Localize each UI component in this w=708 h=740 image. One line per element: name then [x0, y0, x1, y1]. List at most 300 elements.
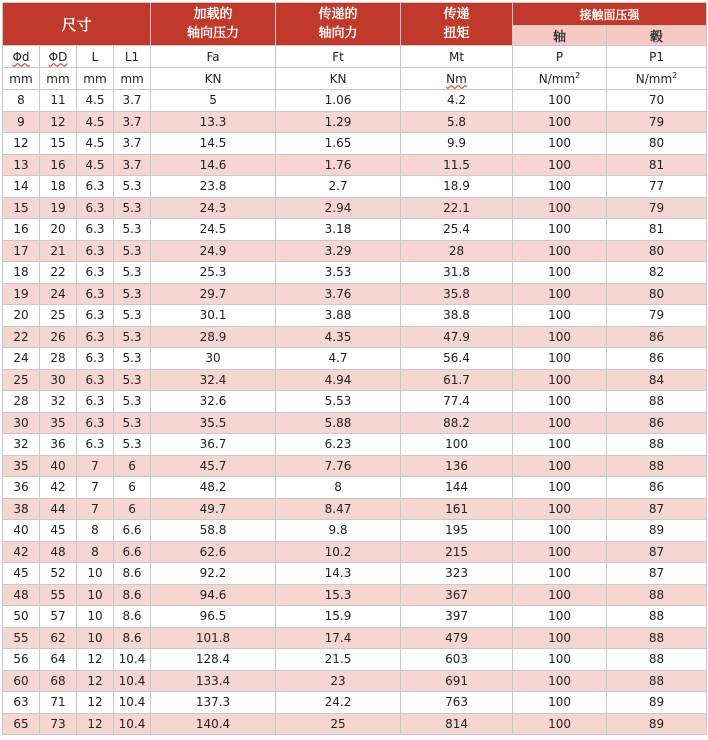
- table-row: [3, 584, 707, 606]
- cell-D: 48: [40, 541, 77, 563]
- cell-L: 8: [77, 520, 114, 542]
- cell-Fa: 28.9: [151, 326, 276, 348]
- table-row: [3, 154, 707, 176]
- cell-P: 100: [513, 283, 607, 305]
- cell-L1: 10.4: [114, 670, 151, 692]
- cell-Ft: 7.76: [276, 455, 401, 477]
- cell-Ft: 23: [276, 670, 401, 692]
- cell-Ft: 4.7: [276, 348, 401, 370]
- cell-d: 56: [3, 649, 40, 671]
- cell-P1: 79: [607, 197, 707, 219]
- cell-Fa: 23.8: [151, 176, 276, 198]
- cell-P1: 89: [607, 692, 707, 714]
- cell-L1: 3.7: [114, 154, 151, 176]
- cell-P1: 88: [607, 434, 707, 456]
- cell-Ft: 3.76: [276, 283, 401, 305]
- cell-P: 100: [513, 498, 607, 520]
- cell-P1: 88: [607, 627, 707, 649]
- cell-P: 100: [513, 133, 607, 155]
- cell-P: 100: [513, 434, 607, 456]
- cell-Fa: 137.3: [151, 692, 276, 714]
- cell-L1: 6.6: [114, 520, 151, 542]
- cell-Fa: 35.5: [151, 412, 276, 434]
- cell-Ft: 15.9: [276, 606, 401, 628]
- cell-L1: 5.3: [114, 434, 151, 456]
- cell-P1: 80: [607, 133, 707, 155]
- cell-Ft: 1.29: [276, 111, 401, 133]
- cell-Fa: 24.5: [151, 219, 276, 241]
- cell-D: 35: [40, 412, 77, 434]
- cell-d: 45: [3, 563, 40, 585]
- fa-header: [151, 3, 276, 46]
- unit-Fa: KN: [151, 68, 276, 90]
- table-row: [3, 498, 707, 520]
- table-row: [3, 219, 707, 241]
- cell-L1: 3.7: [114, 90, 151, 112]
- cell-L1: 3.7: [114, 111, 151, 133]
- cell-Mt: 5.8: [401, 111, 513, 133]
- cell-Mt: 367: [401, 584, 513, 606]
- cell-d: 30: [3, 412, 40, 434]
- cell-L1: 5.3: [114, 176, 151, 198]
- cell-Ft: 24.2: [276, 692, 401, 714]
- cell-Fa: 32.4: [151, 369, 276, 391]
- cell-d: 50: [3, 606, 40, 628]
- cell-L: 4.5: [77, 154, 114, 176]
- cell-Fa: 24.3: [151, 197, 276, 219]
- cell-L1: 8.6: [114, 627, 151, 649]
- header-row: [3, 3, 707, 26]
- cell-d: 12: [3, 133, 40, 155]
- cell-Fa: 96.5: [151, 606, 276, 628]
- cell-L1: 5.3: [114, 412, 151, 434]
- fa-header-line2: 轴向压力: [187, 26, 240, 41]
- shaft-header: 轴: [513, 26, 607, 46]
- cell-L: 6.3: [77, 219, 114, 241]
- pressure-header: 接触面压强: [513, 3, 707, 26]
- cell-P1: 88: [607, 455, 707, 477]
- table-row: [3, 412, 707, 434]
- cell-D: 18: [40, 176, 77, 198]
- cell-Ft: 2.94: [276, 197, 401, 219]
- cell-P: 100: [513, 305, 607, 327]
- cell-d: 35: [3, 455, 40, 477]
- table-row: [3, 606, 707, 628]
- cell-P1: 81: [607, 219, 707, 241]
- cell-Ft: 5.53: [276, 391, 401, 413]
- cell-d: 25: [3, 369, 40, 391]
- cell-Mt: 11.5: [401, 154, 513, 176]
- cell-Mt: 22.1: [401, 197, 513, 219]
- cell-Mt: 31.8: [401, 262, 513, 284]
- unit-d: mm: [3, 68, 40, 90]
- cell-L: 12: [77, 713, 114, 735]
- cell-d: 13: [3, 154, 40, 176]
- cell-d: 55: [3, 627, 40, 649]
- cell-Mt: 100: [401, 434, 513, 456]
- cell-Mt: 763: [401, 692, 513, 714]
- table-row: [3, 262, 707, 284]
- cell-Fa: 14.6: [151, 154, 276, 176]
- cell-Mt: 603: [401, 649, 513, 671]
- cell-L1: 5.3: [114, 219, 151, 241]
- cell-P1: 88: [607, 391, 707, 413]
- cell-Ft: 5.88: [276, 412, 401, 434]
- fa-header-line1: 加载的: [193, 7, 233, 22]
- cell-d: 9: [3, 111, 40, 133]
- table-row: [3, 326, 707, 348]
- table-row: [3, 176, 707, 198]
- cell-Ft: 2.7: [276, 176, 401, 198]
- cell-Ft: 14.3: [276, 563, 401, 585]
- unit-Mt: Nm: [401, 68, 513, 90]
- table-row: [3, 369, 707, 391]
- cell-P: 100: [513, 90, 607, 112]
- table-row: [3, 348, 707, 370]
- cell-P: 100: [513, 391, 607, 413]
- cell-P: 100: [513, 197, 607, 219]
- unit-P1-exp: 2: [672, 71, 678, 80]
- cell-L: 7: [77, 477, 114, 499]
- cell-L: 6.3: [77, 283, 114, 305]
- cell-Ft: 8.47: [276, 498, 401, 520]
- table-row: [3, 627, 707, 649]
- hub-header: 毂: [607, 26, 707, 46]
- cell-P: 100: [513, 412, 607, 434]
- symbol-D: ΦD: [40, 46, 77, 68]
- cell-D: 73: [40, 713, 77, 735]
- cell-P: 100: [513, 369, 607, 391]
- cell-Ft: 4.94: [276, 369, 401, 391]
- cell-P1: 88: [607, 670, 707, 692]
- unit-D: mm: [40, 68, 77, 90]
- cell-Ft: 4.35: [276, 326, 401, 348]
- cell-L1: 10.4: [114, 649, 151, 671]
- symbol-d: Φd: [3, 46, 40, 68]
- cell-P1: 87: [607, 541, 707, 563]
- cell-L1: 8.6: [114, 606, 151, 628]
- cell-L: 6.3: [77, 348, 114, 370]
- cell-P: 100: [513, 326, 607, 348]
- cell-Fa: 128.4: [151, 649, 276, 671]
- mt-header-line2: 扭矩: [443, 26, 470, 41]
- table-row: [3, 649, 707, 671]
- cell-P: 100: [513, 262, 607, 284]
- cell-Ft: 6.23: [276, 434, 401, 456]
- cell-P1: 87: [607, 498, 707, 520]
- cell-P1: 84: [607, 369, 707, 391]
- cell-P: 100: [513, 670, 607, 692]
- cell-d: 14: [3, 176, 40, 198]
- cell-P: 100: [513, 348, 607, 370]
- cell-P: 100: [513, 111, 607, 133]
- cell-L: 10: [77, 606, 114, 628]
- cell-L: 10: [77, 584, 114, 606]
- cell-L: 6.3: [77, 240, 114, 262]
- cell-L: 6.3: [77, 326, 114, 348]
- cell-P1: 89: [607, 713, 707, 735]
- cell-Fa: 30.1: [151, 305, 276, 327]
- cell-P: 100: [513, 219, 607, 241]
- cell-L1: 5.3: [114, 262, 151, 284]
- table-row: [3, 434, 707, 456]
- cell-D: 45: [40, 520, 77, 542]
- spec-table: [2, 2, 707, 735]
- cell-P1: 88: [607, 584, 707, 606]
- cell-P1: 82: [607, 262, 707, 284]
- cell-P1: 88: [607, 649, 707, 671]
- cell-L: 4.5: [77, 90, 114, 112]
- mt-header-line1: 传递: [443, 7, 470, 22]
- cell-Fa: 36.7: [151, 434, 276, 456]
- unit-L1: mm: [114, 68, 151, 90]
- cell-D: 20: [40, 219, 77, 241]
- cell-Ft: 3.88: [276, 305, 401, 327]
- cell-P: 100: [513, 455, 607, 477]
- cell-P1: 70: [607, 90, 707, 112]
- cell-L: 4.5: [77, 133, 114, 155]
- unit-P: [513, 68, 607, 90]
- cell-L: 10: [77, 627, 114, 649]
- cell-L: 7: [77, 498, 114, 520]
- cell-D: 15: [40, 133, 77, 155]
- cell-P: 100: [513, 606, 607, 628]
- cell-P1: 87: [607, 563, 707, 585]
- cell-L1: 6.6: [114, 541, 151, 563]
- cell-L1: 5.3: [114, 326, 151, 348]
- cell-Mt: 814: [401, 713, 513, 735]
- cell-d: 28: [3, 391, 40, 413]
- cell-Fa: 48.2: [151, 477, 276, 499]
- cell-L1: 6: [114, 477, 151, 499]
- cell-Mt: 323: [401, 563, 513, 585]
- cell-d: 38: [3, 498, 40, 520]
- cell-Ft: 1.06: [276, 90, 401, 112]
- symbol-Mt: Mt: [401, 46, 513, 68]
- cell-L: 12: [77, 649, 114, 671]
- symbol-L1: L1: [114, 46, 151, 68]
- cell-P1: 89: [607, 520, 707, 542]
- cell-Fa: 49.7: [151, 498, 276, 520]
- cell-L: 7: [77, 455, 114, 477]
- cell-d: 40: [3, 520, 40, 542]
- cell-Ft: 1.65: [276, 133, 401, 155]
- cell-Mt: 28: [401, 240, 513, 262]
- cell-L1: 5.3: [114, 305, 151, 327]
- cell-Ft: 1.76: [276, 154, 401, 176]
- cell-L1: 5.3: [114, 348, 151, 370]
- cell-D: 11: [40, 90, 77, 112]
- cell-d: 32: [3, 434, 40, 456]
- cell-P: 100: [513, 627, 607, 649]
- cell-L: 6.3: [77, 369, 114, 391]
- cell-P: 100: [513, 477, 607, 499]
- cell-P1: 86: [607, 477, 707, 499]
- symbol-P1: P1: [607, 46, 707, 68]
- table-row: [3, 111, 707, 133]
- table-row: [3, 520, 707, 542]
- cell-Ft: 21.5: [276, 649, 401, 671]
- cell-Mt: 9.9: [401, 133, 513, 155]
- table-row: [3, 305, 707, 327]
- cell-D: 32: [40, 391, 77, 413]
- cell-Mt: 56.4: [401, 348, 513, 370]
- cell-P1: 79: [607, 305, 707, 327]
- table-row: [3, 563, 707, 585]
- cell-L: 6.3: [77, 176, 114, 198]
- cell-L: 10: [77, 563, 114, 585]
- unit-row: [3, 68, 707, 90]
- cell-d: 19: [3, 283, 40, 305]
- symbol-Ft: Ft: [276, 46, 401, 68]
- cell-L1: 5.3: [114, 391, 151, 413]
- table-row: [3, 133, 707, 155]
- cell-Mt: 4.2: [401, 90, 513, 112]
- cell-Mt: 88.2: [401, 412, 513, 434]
- cell-Mt: 38.8: [401, 305, 513, 327]
- cell-P1: 80: [607, 240, 707, 262]
- cell-L: 12: [77, 670, 114, 692]
- cell-D: 44: [40, 498, 77, 520]
- cell-Mt: 161: [401, 498, 513, 520]
- cell-D: 25: [40, 305, 77, 327]
- cell-Mt: 144: [401, 477, 513, 499]
- table-row: [3, 713, 707, 735]
- table-row: [3, 670, 707, 692]
- cell-Ft: 15.3: [276, 584, 401, 606]
- cell-D: 12: [40, 111, 77, 133]
- cell-L: 6.3: [77, 197, 114, 219]
- cell-D: 71: [40, 692, 77, 714]
- cell-D: 19: [40, 197, 77, 219]
- unit-Ft: KN: [276, 68, 401, 90]
- cell-D: 57: [40, 606, 77, 628]
- cell-L1: 3.7: [114, 133, 151, 155]
- cell-P: 100: [513, 713, 607, 735]
- cell-D: 21: [40, 240, 77, 262]
- cell-Ft: 25: [276, 713, 401, 735]
- symbol-row: [3, 46, 707, 68]
- cell-P: 100: [513, 692, 607, 714]
- cell-L: 6.3: [77, 262, 114, 284]
- cell-P1: 88: [607, 606, 707, 628]
- cell-Fa: 13.3: [151, 111, 276, 133]
- cell-D: 24: [40, 283, 77, 305]
- cell-d: 18: [3, 262, 40, 284]
- cell-L: 6.3: [77, 305, 114, 327]
- cell-L1: 5.3: [114, 283, 151, 305]
- cell-D: 52: [40, 563, 77, 585]
- cell-Mt: 136: [401, 455, 513, 477]
- cell-Fa: 25.3: [151, 262, 276, 284]
- table-row: [3, 197, 707, 219]
- cell-P1: 86: [607, 412, 707, 434]
- symbol-L: L: [77, 46, 114, 68]
- table-row: [3, 391, 707, 413]
- cell-Fa: 14.5: [151, 133, 276, 155]
- cell-Mt: 18.9: [401, 176, 513, 198]
- cell-L1: 8.6: [114, 584, 151, 606]
- cell-L1: 8.6: [114, 563, 151, 585]
- cell-Fa: 92.2: [151, 563, 276, 585]
- cell-P1: 80: [607, 283, 707, 305]
- cell-P: 100: [513, 541, 607, 563]
- cell-d: 17: [3, 240, 40, 262]
- cell-L1: 6: [114, 498, 151, 520]
- cell-L1: 5.3: [114, 369, 151, 391]
- cell-D: 30: [40, 369, 77, 391]
- cell-Mt: 215: [401, 541, 513, 563]
- cell-Fa: 133.4: [151, 670, 276, 692]
- cell-L: 6.3: [77, 434, 114, 456]
- size-header: 尺寸: [3, 3, 151, 46]
- cell-D: 28: [40, 348, 77, 370]
- cell-Ft: 17.4: [276, 627, 401, 649]
- mt-header: [401, 3, 513, 46]
- cell-Ft: 3.53: [276, 262, 401, 284]
- cell-L: 12: [77, 692, 114, 714]
- ft-header-line1: 传递的: [318, 7, 358, 22]
- cell-D: 68: [40, 670, 77, 692]
- cell-Ft: 10.2: [276, 541, 401, 563]
- cell-d: 65: [3, 713, 40, 735]
- cell-Fa: 45.7: [151, 455, 276, 477]
- unit-P1-base: N/mm: [635, 72, 673, 86]
- cell-P: 100: [513, 584, 607, 606]
- cell-D: 16: [40, 154, 77, 176]
- cell-d: 16: [3, 219, 40, 241]
- cell-Mt: 195: [401, 520, 513, 542]
- cell-L1: 5.3: [114, 240, 151, 262]
- cell-d: 15: [3, 197, 40, 219]
- cell-D: 40: [40, 455, 77, 477]
- symbol-P: P: [513, 46, 607, 68]
- cell-Mt: 47.9: [401, 326, 513, 348]
- cell-L1: 6: [114, 455, 151, 477]
- cell-P: 100: [513, 520, 607, 542]
- cell-Fa: 32.6: [151, 391, 276, 413]
- cell-L: 8: [77, 541, 114, 563]
- cell-Mt: 397: [401, 606, 513, 628]
- cell-Mt: 25.4: [401, 219, 513, 241]
- table-row: [3, 455, 707, 477]
- cell-Ft: 3.29: [276, 240, 401, 262]
- table-row: [3, 692, 707, 714]
- cell-P1: 79: [607, 111, 707, 133]
- cell-D: 42: [40, 477, 77, 499]
- cell-L: 6.3: [77, 412, 114, 434]
- cell-P: 100: [513, 240, 607, 262]
- table-row: [3, 283, 707, 305]
- cell-D: 64: [40, 649, 77, 671]
- cell-Ft: 9.8: [276, 520, 401, 542]
- cell-L1: 10.4: [114, 692, 151, 714]
- cell-P: 100: [513, 154, 607, 176]
- cell-Fa: 24.9: [151, 240, 276, 262]
- cell-Mt: 35.8: [401, 283, 513, 305]
- table-row: [3, 240, 707, 262]
- symbol-Fa: Fa: [151, 46, 276, 68]
- cell-P1: 86: [607, 326, 707, 348]
- cell-P1: 77: [607, 176, 707, 198]
- cell-d: 48: [3, 584, 40, 606]
- cell-d: 20: [3, 305, 40, 327]
- unit-P-exp: 2: [575, 71, 581, 80]
- cell-Fa: 94.6: [151, 584, 276, 606]
- cell-Fa: 29.7: [151, 283, 276, 305]
- cell-d: 36: [3, 477, 40, 499]
- cell-D: 26: [40, 326, 77, 348]
